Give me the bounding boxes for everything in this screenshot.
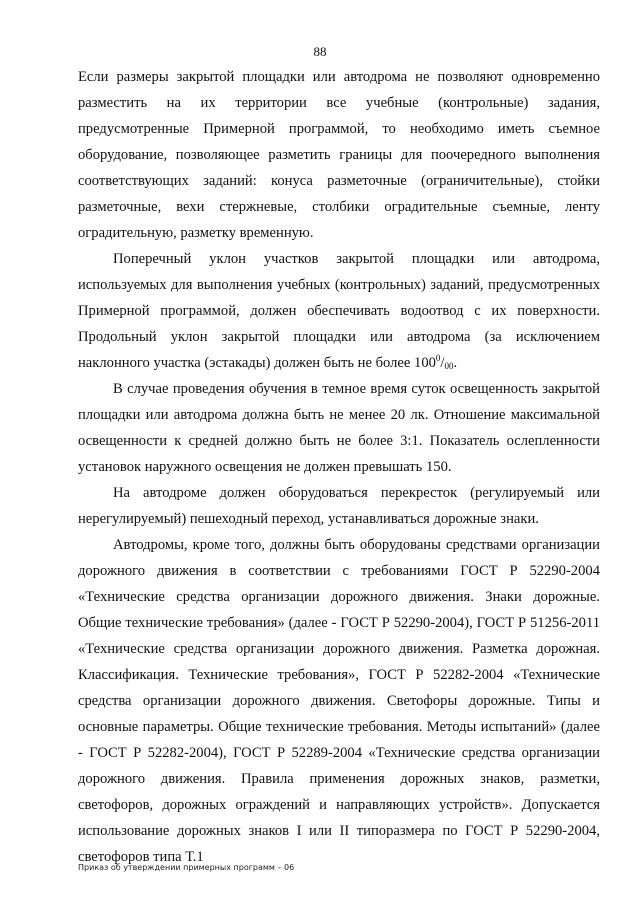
paragraph-2-text: Поперечный уклон участков закрытой площадки или автодрома, используемых для выполнения учебных (контрольных) заданий, предусмотренных Примерной программой, должен обеспечивать водоотвод с их поверхности. Продольный уклон закрытой площадки или автодрома (за исключением наклонного участка (эстакады) должен быть не более 100	[78, 251, 600, 371]
page-footer: Приказ об утверждении примерных программ – 06	[78, 863, 295, 872]
paragraph-3: В случае проведения обучения в темное время суток освещенность закрытой площадки или автодрома должна быть не менее 20 лк. Отношение максимальной освещенности к средней должно быть не более 3:1. Показатель ослепленности установок наружного освещения не должен превышать 150.	[78, 381, 600, 475]
permille-subscript: 00	[444, 361, 454, 371]
permille-superscript: 0	[435, 353, 441, 363]
paragraph-5: Автодромы, кроме того, должны быть оборудованы средствами организации дорожного движения в соответствии с требованиями ГОСТ Р 52290-2004 «Технические средства организации дорожного движения. Знаки дорожные. Общие технические требования» (далее - ГОСТ Р 52290-2004), ГОСТ Р 51256-2011 «Технические средства организации дорожного движения. Разметка дорожная. Классификация. Технические требования», ГОСТ Р 52282-2004 «Технические средства организации дорожного движения. Светофоры дорожные. Типы и основные параметры. Общие технические требования. Методы испытаний» (далее - ГОСТ Р 52282-2004), ГОСТ Р 52289-2004 «Технические средства организации дорожного движения. Правила применения дорожных знаков, разметки, светофоров, дорожных ограждений и направляющих устройств». Допускается использование дорожных знаков I или II типоразмера по ГОСТ Р 52290-2004, светофоров типа Т.1	[78, 537, 600, 865]
paragraph-1: Если размеры закрытой площадки или автодрома не позволяют одновременно разместить на их территории все учебные (контрольные) задания, предусмотренные Примерной программой, то необходимо иметь съемное оборудование, позволяющее разметить границы для поочередного выполнения соответствующих заданий: конуса разметочные (ограничительные), стойки разметочные, вехи стержневые, столбики оградительные съемные, ленту оградительную, разметку временную.	[78, 69, 600, 241]
page-number: 88	[313, 44, 327, 59]
paragraph-2-end: .	[453, 355, 458, 371]
document-body	[78, 64, 600, 870]
paragraph-4: На автодроме должен оборудоваться перекресток (регулируемый или нерегулируемый) пешеходный переход, устанавливаться дорожные знаки.	[78, 485, 600, 527]
paragraph-2: Поперечный уклон участков закрытой площадки или автодрома, используемых для выполнения учебных (контрольных) заданий, предусмотренных Примерной программой, должен обеспечивать водоотвод с их поверхности. Продольный уклон закрытой площадки или автодрома (за исключением наклонного участка (эстакады) должен быть не более $100^0/_{00}$.	[78, 251, 600, 371]
